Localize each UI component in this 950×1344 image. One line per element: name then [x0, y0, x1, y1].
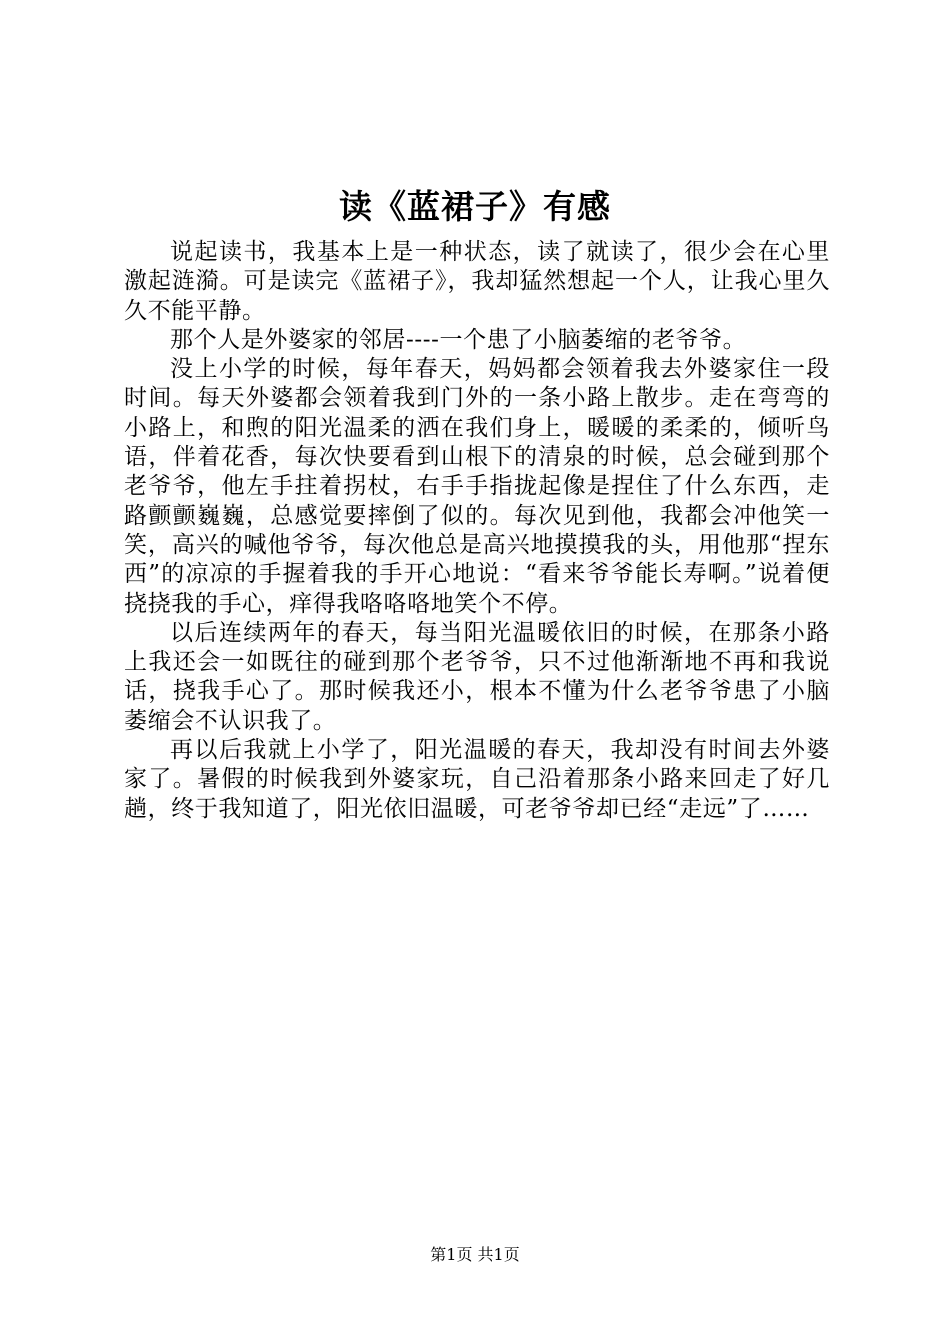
- document-title: 读《蓝裙子》有感: [339, 187, 611, 226]
- paragraph-1: 说起读书，我基本上是一种状态，读了就读了，很少会在心里激起涟漪。可是读完《蓝裙子》，我却猛然想起一个人，让我心里久久不能平静。: [124, 239, 830, 324]
- page-number-footer: 第1页 共1页: [430, 1245, 520, 1264]
- paragraph-5: 再以后我就上小学了，阳光温暖的春天，我却没有时间去外婆家了。暑假的时候我到外婆家玩，自己沿着那条小路来回走了好几趟，终于我知道了，阳光依旧温暖，可老爷爷却已经“走远”了……: [124, 737, 830, 822]
- paragraph-2: 那个人是外婆家的邻居----一个患了小脑萎缩的老爷爷。: [170, 326, 747, 353]
- paragraph-4: 以后连续两年的春天，每当阳光温暖依旧的时候，在那条小路上我还会一如既往的碰到那个老爷爷，只不过他渐渐地不再和我说话，挠我手心了。那时候我还小，根本不懂为什么老爷爷患了小脑萎缩会不认识我了。: [124, 619, 830, 734]
- document-body: [124, 238, 830, 824]
- paragraph-3: 没上小学的时候，每年春天，妈妈都会领着我去外婆家住一段时间。每天外婆都会领着我到门外的一条小路上散步。走在弯弯的小路上，和煦的阳光温柔的洒在我们身上，暖暖的柔柔的，倾听鸟语，伴着花香，每次快要看到山根下的清泉的时候，总会碰到那个老爷爷，他左手拄着拐杖，右手手指拢起像是捏住了什么东西，走路颤颤巍巍，总感觉要摔倒了似的。每次见到他，我都会冲他笑一笑，高兴的喊他爷爷，每次他总是高兴地摸摸我的头，用他那“捏东西”的凉凉的手握着我的手开心地说：“看来爷爷能长寿啊。”说着便挠挠我的手心，痒得我咯咯咯地笑个不停。: [124, 356, 830, 617]
